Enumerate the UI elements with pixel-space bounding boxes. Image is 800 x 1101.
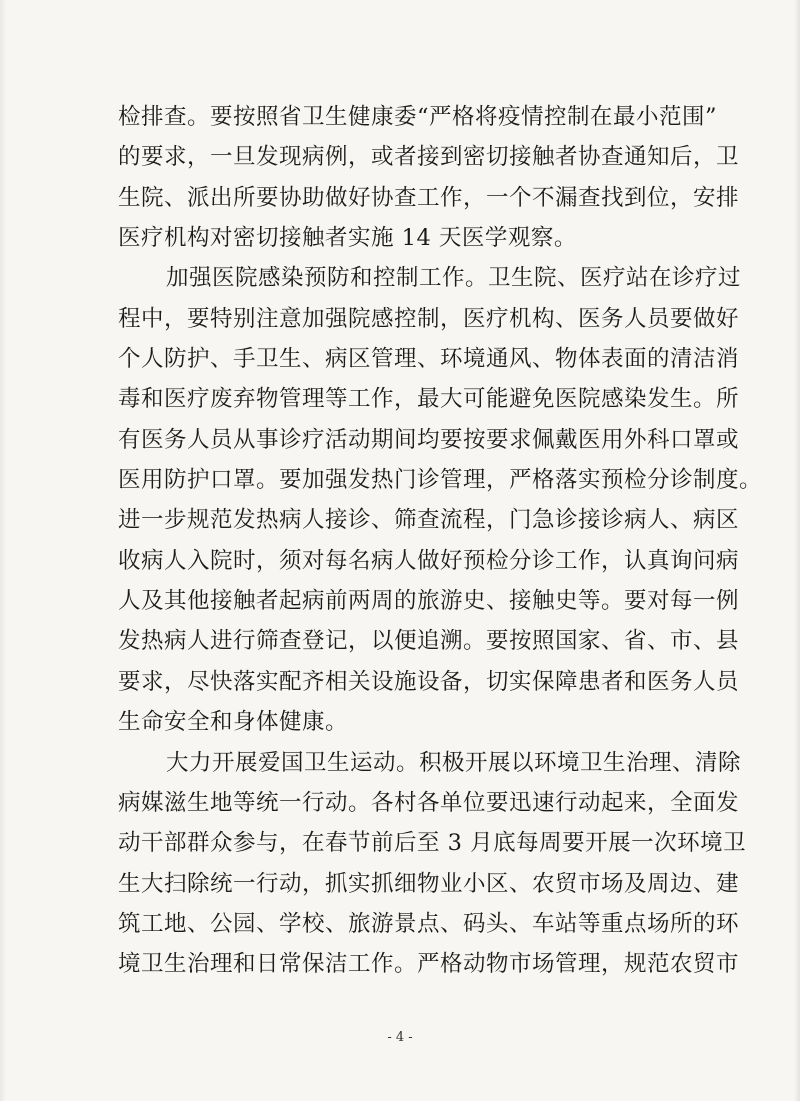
text-line: 医疗机构对密切接触者实施 14 天医学观察。 (118, 225, 577, 251)
text-line: 生院、派出所要协助做好协查工作，一个不漏查找到位，安排 (118, 185, 740, 211)
page-edge-right (794, 0, 800, 1101)
paragraph-heading-line: 加强医院感染预防和控制工作。卫生院、医疗站在诊疗过 (166, 265, 742, 291)
text-line: 人及其他接触者起病前两周的旅游史、接触史等。要对每一例 (118, 588, 740, 614)
text-line: 进一步规范发热病人接诊、筛查流程，门急诊接诊病人、病区 (118, 507, 740, 533)
text-line: 有医务人员从事诊疗活动期间均要按要求佩戴医用外科口罩或 (118, 427, 740, 453)
text-line: 病媒滋生地等统一行动。各村各单位要迅速行动起来，全面发 (118, 790, 740, 816)
paragraph-heading-line: 大力开展爱国卫生运动。积极开展以环境卫生治理、清除 (166, 750, 742, 776)
text-line: 生命安全和身体健康。 (118, 709, 349, 735)
text-line: 发热病人进行筛查登记，以便追溯。要按照国家、省、市、县 (118, 628, 740, 654)
text-line: 筑工地、公园、学校、旅游景点、码头、车站等重点场所的环 (118, 911, 740, 937)
text-line: 程中，要特别注意加强院感控制，医疗机构、医务人员要做好 (118, 306, 740, 332)
text-line: 要求，尽快落实配齐相关设施设备，切实保障患者和医务人员 (118, 669, 740, 695)
page-edge-left (0, 0, 6, 1101)
text-line: 收病人入院时，须对每名病人做好预检分诊工作，认真询问病 (118, 548, 740, 574)
text-line: 毒和医疗废弃物管理等工作，最大可能避免医院感染发生。所 (118, 386, 740, 412)
text-line: 境卫生治理和日常保洁工作。严格动物市场管理，规范农贸市 (118, 951, 740, 977)
text-line: 检排查。要按照省卫生健康委“严格将疫情控制在最小范围” (118, 104, 718, 130)
text-line: 的要求，一旦发现病例，或者接到密切接触者协查通知后，卫 (118, 144, 740, 170)
text-line: 动干部群众参与，在春节前后至 3 月底每周要开展一次环境卫 (118, 830, 747, 856)
page-number: - 4 - (387, 1030, 413, 1045)
text-line: 生大扫除统一行动，抓实抓细物业小区、农贸市场及周边、建 (118, 871, 740, 897)
text-line: 个人防护、手卫生、病区管理、环境通风、物体表面的清洁消 (118, 346, 740, 372)
text-line: 医用防护口罩。要加强发热门诊管理，严格落实预检分诊制度。 (118, 467, 763, 493)
